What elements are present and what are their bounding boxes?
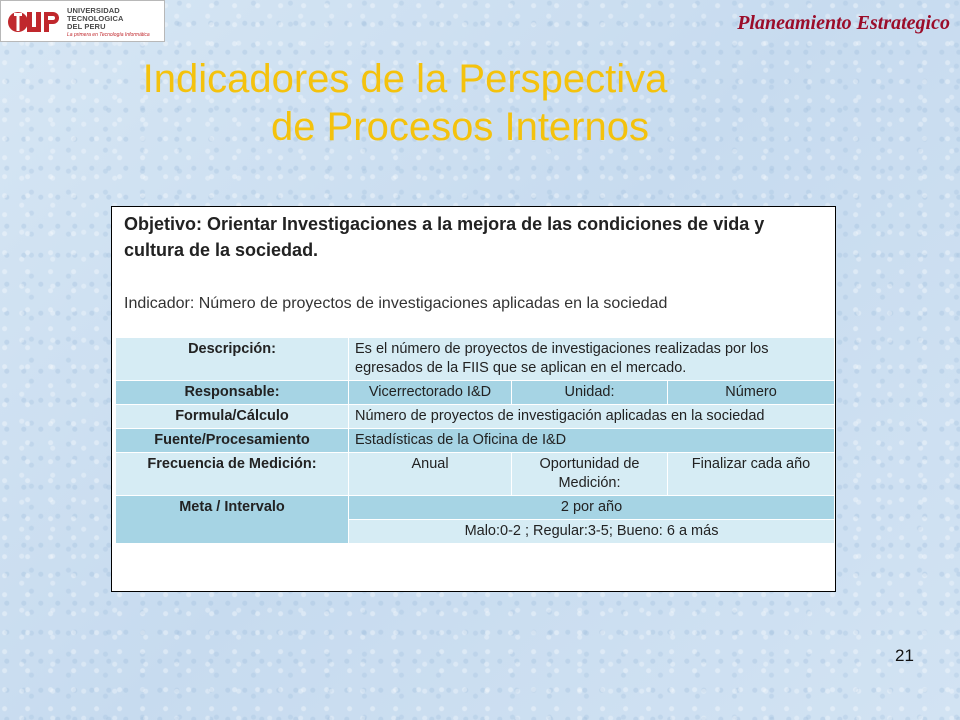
logo-text-line1: UNIVERSIDAD [67, 6, 120, 15]
oportunidad-value: Finalizar cada año [668, 453, 835, 496]
slide-title-line2: de Procesos Internos [271, 105, 649, 149]
slide-title [0, 55, 960, 151]
table-row-meta [116, 496, 835, 520]
frecuencia-value: Anual [349, 453, 512, 496]
meta-value: 2 por año [349, 496, 835, 520]
header-title: Planeamiento Estrategico [737, 12, 950, 34]
utp-logo-icon [7, 7, 61, 37]
formula-value: Número de proyectos de investigación aplicadas en la sociedad [349, 405, 835, 429]
meta-label: Meta / Intervalo [116, 496, 349, 544]
objective-text: Objetivo: Orientar Investigaciones a la mejora de las condiciones de vida y cultura de la sociedad. [124, 214, 765, 260]
intervalo-value: Malo:0-2 ; Regular:3-5; Bueno: 6 a más [349, 520, 835, 544]
fuente-value: Estadísticas de la Oficina de I&D [349, 429, 835, 453]
slide-title-line1: Indicadores de la Perspectiva [142, 57, 668, 101]
unidad-value: Número [668, 381, 835, 405]
unidad-label: Unidad: [512, 381, 668, 405]
frecuencia-label: Frecuencia de Medición: [116, 453, 349, 496]
oportunidad-label: Oportunidad de Medición: [512, 453, 668, 496]
table-row-formula [116, 405, 835, 429]
table-row-descripcion [116, 338, 835, 381]
indicator-table [115, 337, 835, 544]
formula-label: Formula/Cálculo [116, 405, 349, 429]
logo-text-line2: TECNOLOGICA [67, 14, 124, 23]
descripcion-value: Es el número de proyectos de investigaciones realizadas por los egresados de la FIIS que se aplican en el mercado. [349, 338, 835, 381]
university-logo [0, 0, 165, 42]
indicator-card [111, 206, 836, 592]
table-row-responsable [116, 381, 835, 405]
table-row-frecuencia [116, 453, 835, 496]
table-row-fuente [116, 429, 835, 453]
responsable-label: Responsable: [116, 381, 349, 405]
indicator-text: Indicador: Número de proyectos de investigaciones aplicadas en la sociedad [124, 295, 668, 312]
fuente-label: Fuente/Procesamiento [116, 429, 349, 453]
descripcion-label: Descripción: [116, 338, 349, 381]
responsable-value: Vicerrectorado I&D [349, 381, 512, 405]
page-number: 21 [895, 646, 914, 665]
logo-text-line3: DEL PERU [67, 22, 106, 31]
logo-tagline: La primera en Tecnología Informática [67, 32, 150, 38]
